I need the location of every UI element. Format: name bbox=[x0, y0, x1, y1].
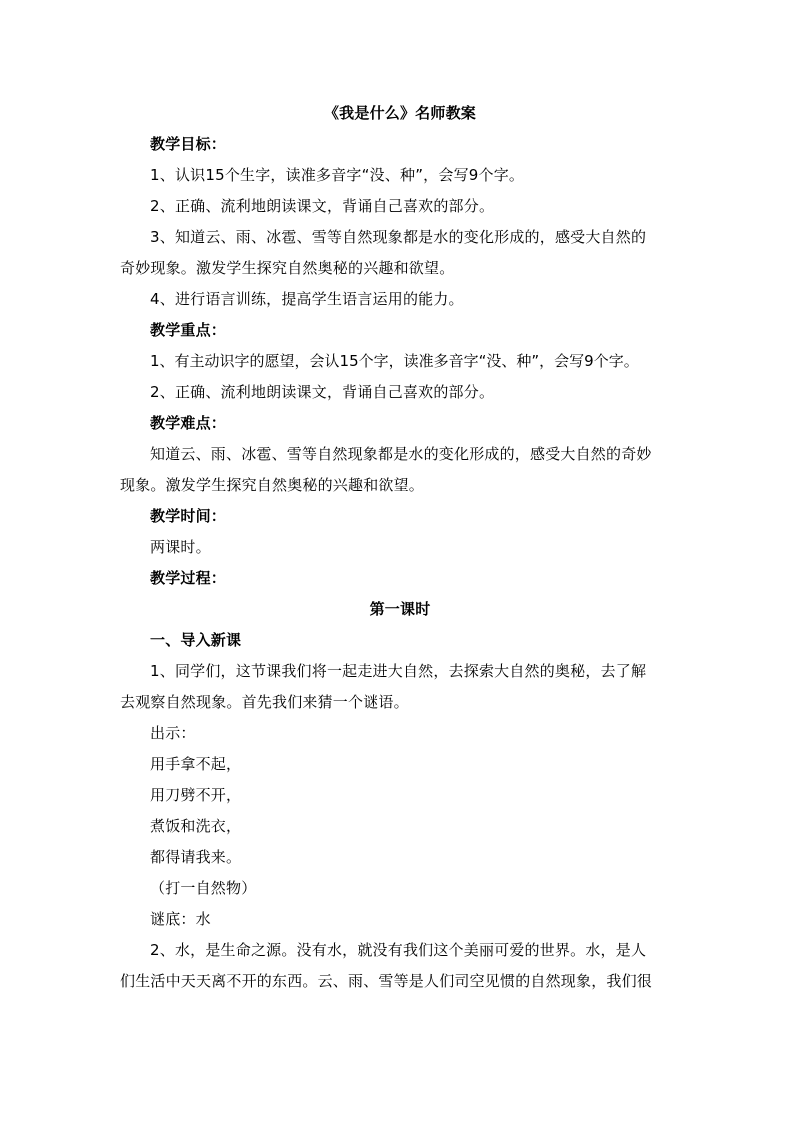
riddle-answer: 谜底：水 bbox=[150, 910, 211, 928]
goal-item-4: 4、进行语言训练，提高学生语言运用的能力。 bbox=[150, 290, 464, 308]
difficulty-heading: 教学难点： bbox=[150, 414, 227, 432]
goal-item-1: 1、认识15个生字，读准多音字“没、种”，会写9个字。 bbox=[150, 166, 525, 184]
process-heading: 教学过程： bbox=[150, 569, 227, 587]
lesson-title: 第一课时 bbox=[369, 600, 431, 618]
riddle-line: 都得请我来。 bbox=[150, 848, 242, 866]
section1-heading: 一、导入新课 bbox=[150, 631, 242, 649]
section1-line: 去观察自然现象。首先我们来猜一个谜语。 bbox=[120, 693, 409, 711]
goal-item-2: 2、正确、流利地朗读课文，背诵自己喜欢的部分。 bbox=[150, 197, 495, 215]
goal-item-3-continued: 奇妙现象。激发学生探究自然奥秘的兴趣和欲望。 bbox=[120, 259, 455, 277]
section1-line: 出示： bbox=[150, 724, 196, 742]
time-heading: 教学时间： bbox=[150, 507, 227, 525]
riddle-hint: （打一自然物） bbox=[150, 879, 257, 897]
difficulty-text: 知道云、雨、冰雹、雪等自然现象都是水的变化形成的，感受大自然的奇妙 bbox=[150, 445, 652, 463]
keypoint-item-2: 2、正确、流利地朗读课文，背诵自己喜欢的部分。 bbox=[150, 383, 495, 401]
section1-line: 1、同学们，这节课我们将一起走进大自然，去探索大自然的奥秘，去了解 bbox=[150, 662, 647, 680]
goals-heading: 教学目标： bbox=[150, 135, 227, 153]
difficulty-text-continued: 现象。激发学生探究自然奥秘的兴趣和欲望。 bbox=[120, 476, 425, 494]
page-title: 《我是什么》名师教案 bbox=[323, 104, 476, 122]
goal-item-3: 3、知道云、雨、冰雹、雪等自然现象都是水的变化形成的，感受大自然的 bbox=[150, 228, 647, 246]
riddle-line: 煮饭和洗衣， bbox=[150, 817, 242, 835]
riddle-line: 用刀劈不开， bbox=[150, 786, 242, 804]
section1-line: 2、水，是生命之源。没有水，就没有我们这个美丽可爱的世界。水，是人 bbox=[150, 941, 647, 959]
keypoint-item-1: 1、有主动识字的愿望，会认15个字，读准多音字“没、种”，会写9个字。 bbox=[150, 352, 639, 370]
section1-line: 们生活中天天离不开的东西。云、雨、雪等是人们司空见惯的自然现象，我们很 bbox=[120, 972, 653, 990]
keypoints-heading: 教学重点： bbox=[150, 321, 227, 339]
time-text: 两课时。 bbox=[150, 538, 211, 556]
riddle-line: 用手拿不起， bbox=[150, 755, 242, 773]
